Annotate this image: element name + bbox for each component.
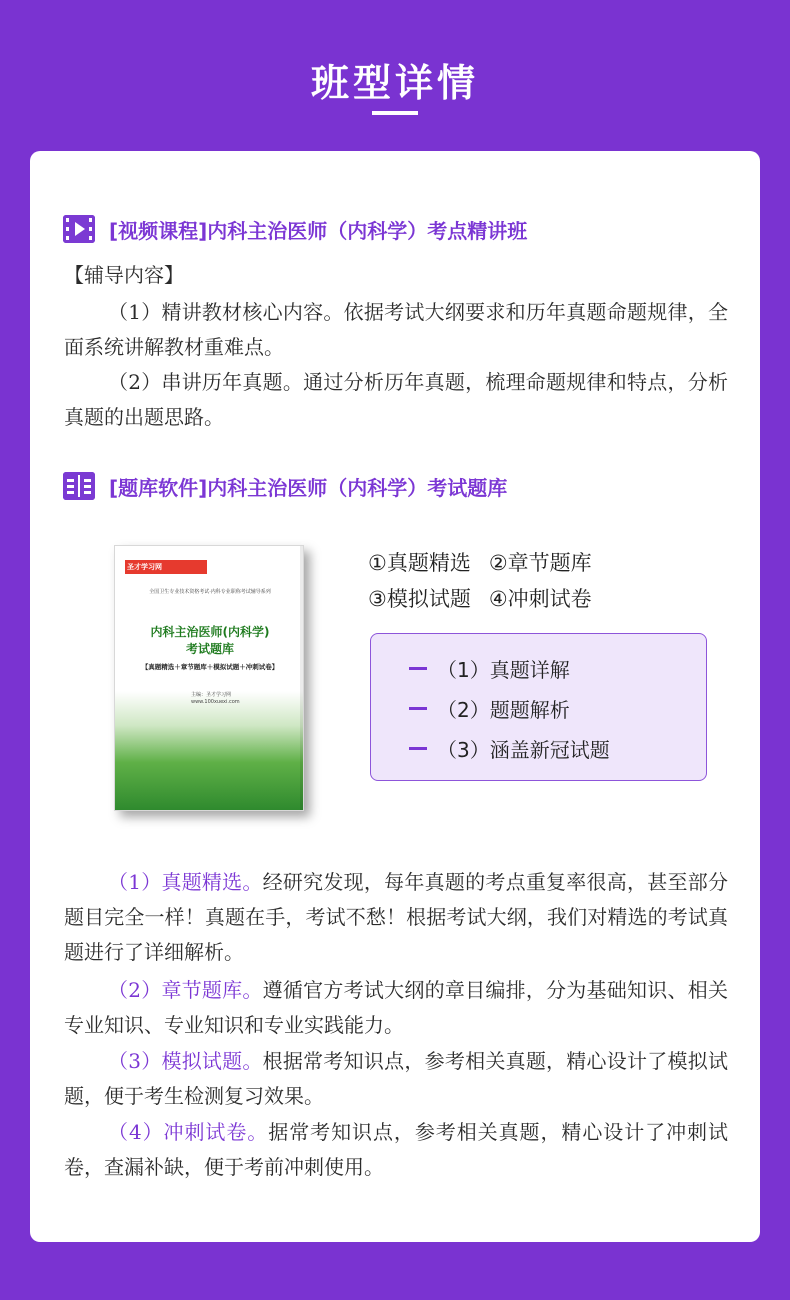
book-open-icon bbox=[63, 472, 95, 500]
section-video-title: [视频课程]内科主治医师（内科学）考点精讲班 bbox=[109, 218, 528, 243]
detail-body: 遵循官方考试大纲的章目编排，分为基础知识、相关专业知识、专业知识和专业实践能力。 bbox=[64, 978, 728, 1037]
detail-heading: （1）真题精选。 bbox=[108, 870, 263, 894]
dash-icon bbox=[409, 707, 427, 710]
dash-icon bbox=[409, 667, 427, 670]
title-underline bbox=[372, 111, 418, 115]
book-title-line2: 考试题库 bbox=[185, 642, 234, 656]
sub-item-label: （1）真题详解 bbox=[437, 658, 570, 682]
feature-row-2 bbox=[368, 583, 610, 613]
book-author-name: 主编：圣才学习网 bbox=[191, 692, 232, 698]
detail-heading: （3）模拟试题。 bbox=[108, 1049, 263, 1073]
guide-paragraph-1: （1）精讲教材核心内容。依据考试大纲要求和历年真题命题规律，全面系统讲解教材重难点。 bbox=[64, 300, 728, 359]
detail-paragraph-3 bbox=[64, 1044, 728, 1114]
detail-paragraph-4 bbox=[64, 1115, 728, 1185]
section-bank-header bbox=[63, 471, 507, 501]
section-video-header bbox=[63, 214, 527, 244]
sub-item bbox=[409, 694, 570, 723]
book-title-line1: 内科主治医师(内科学) bbox=[150, 625, 270, 639]
detail-heading: （4）冲刺试卷。 bbox=[108, 1120, 269, 1144]
book-logo bbox=[125, 560, 207, 574]
video-play-icon bbox=[63, 215, 95, 243]
detail-paragraph-1 bbox=[64, 865, 728, 970]
detail-paragraph-2 bbox=[64, 973, 728, 1043]
detail-heading: （2）章节题库。 bbox=[108, 978, 263, 1002]
book-author bbox=[191, 692, 240, 706]
feature-row-1 bbox=[368, 547, 610, 577]
detail-body: 经研究发现，每年真题的考点重复率很高，甚至部分题目完全一样！真题在手，考试不愁！根据考试大纲，我们对精选的考试真题进行了详细解析。 bbox=[64, 870, 728, 964]
dash-icon bbox=[409, 747, 427, 750]
sub-item-label: （2）题题解析 bbox=[437, 698, 570, 722]
sub-item bbox=[409, 734, 610, 763]
book-logo-text: 圣才学习网 bbox=[127, 563, 162, 571]
page-title: 班型详情 bbox=[310, 61, 479, 105]
feature-item: ①真题精选 bbox=[368, 551, 471, 575]
feature-item: ③模拟试题 bbox=[368, 587, 471, 611]
book-subtitle: 【真题精选＋章节题库＋模拟试题＋冲刺试卷】 bbox=[141, 663, 279, 671]
book-author-site: www.100xuexi.com bbox=[191, 699, 240, 705]
book-series-text: 全国卫生专业技术资格考试·内科专业职称考试辅导系列 bbox=[149, 589, 271, 595]
details-card bbox=[30, 151, 760, 1242]
guide-paragraph-2: （2）串讲历年真题。通过分析历年真题，梳理命题规律和特点，分析真题的出题思路。 bbox=[64, 370, 728, 429]
features-detail-box bbox=[370, 633, 707, 781]
book-title bbox=[115, 624, 305, 658]
feature-item: ④冲刺试卷 bbox=[488, 587, 592, 611]
sub-item-label: （3）涵盖新冠试题 bbox=[437, 738, 610, 762]
guide-label: 【辅导内容】 bbox=[64, 263, 184, 287]
detail-body: 据常考知识点，参考相关真题，精心设计了冲刺试卷，查漏补缺，便于考前冲刺使用。 bbox=[64, 1120, 728, 1179]
feature-item: ②章节题库 bbox=[488, 551, 592, 575]
sub-item bbox=[409, 654, 570, 683]
section-bank-title: [题库软件]内科主治医师（内科学）考试题库 bbox=[109, 475, 508, 500]
book-cover-image bbox=[114, 545, 304, 811]
detail-body: 根据常考知识点，参考相关真题，精心设计了模拟试题，便于考生检测复习效果。 bbox=[64, 1049, 728, 1108]
